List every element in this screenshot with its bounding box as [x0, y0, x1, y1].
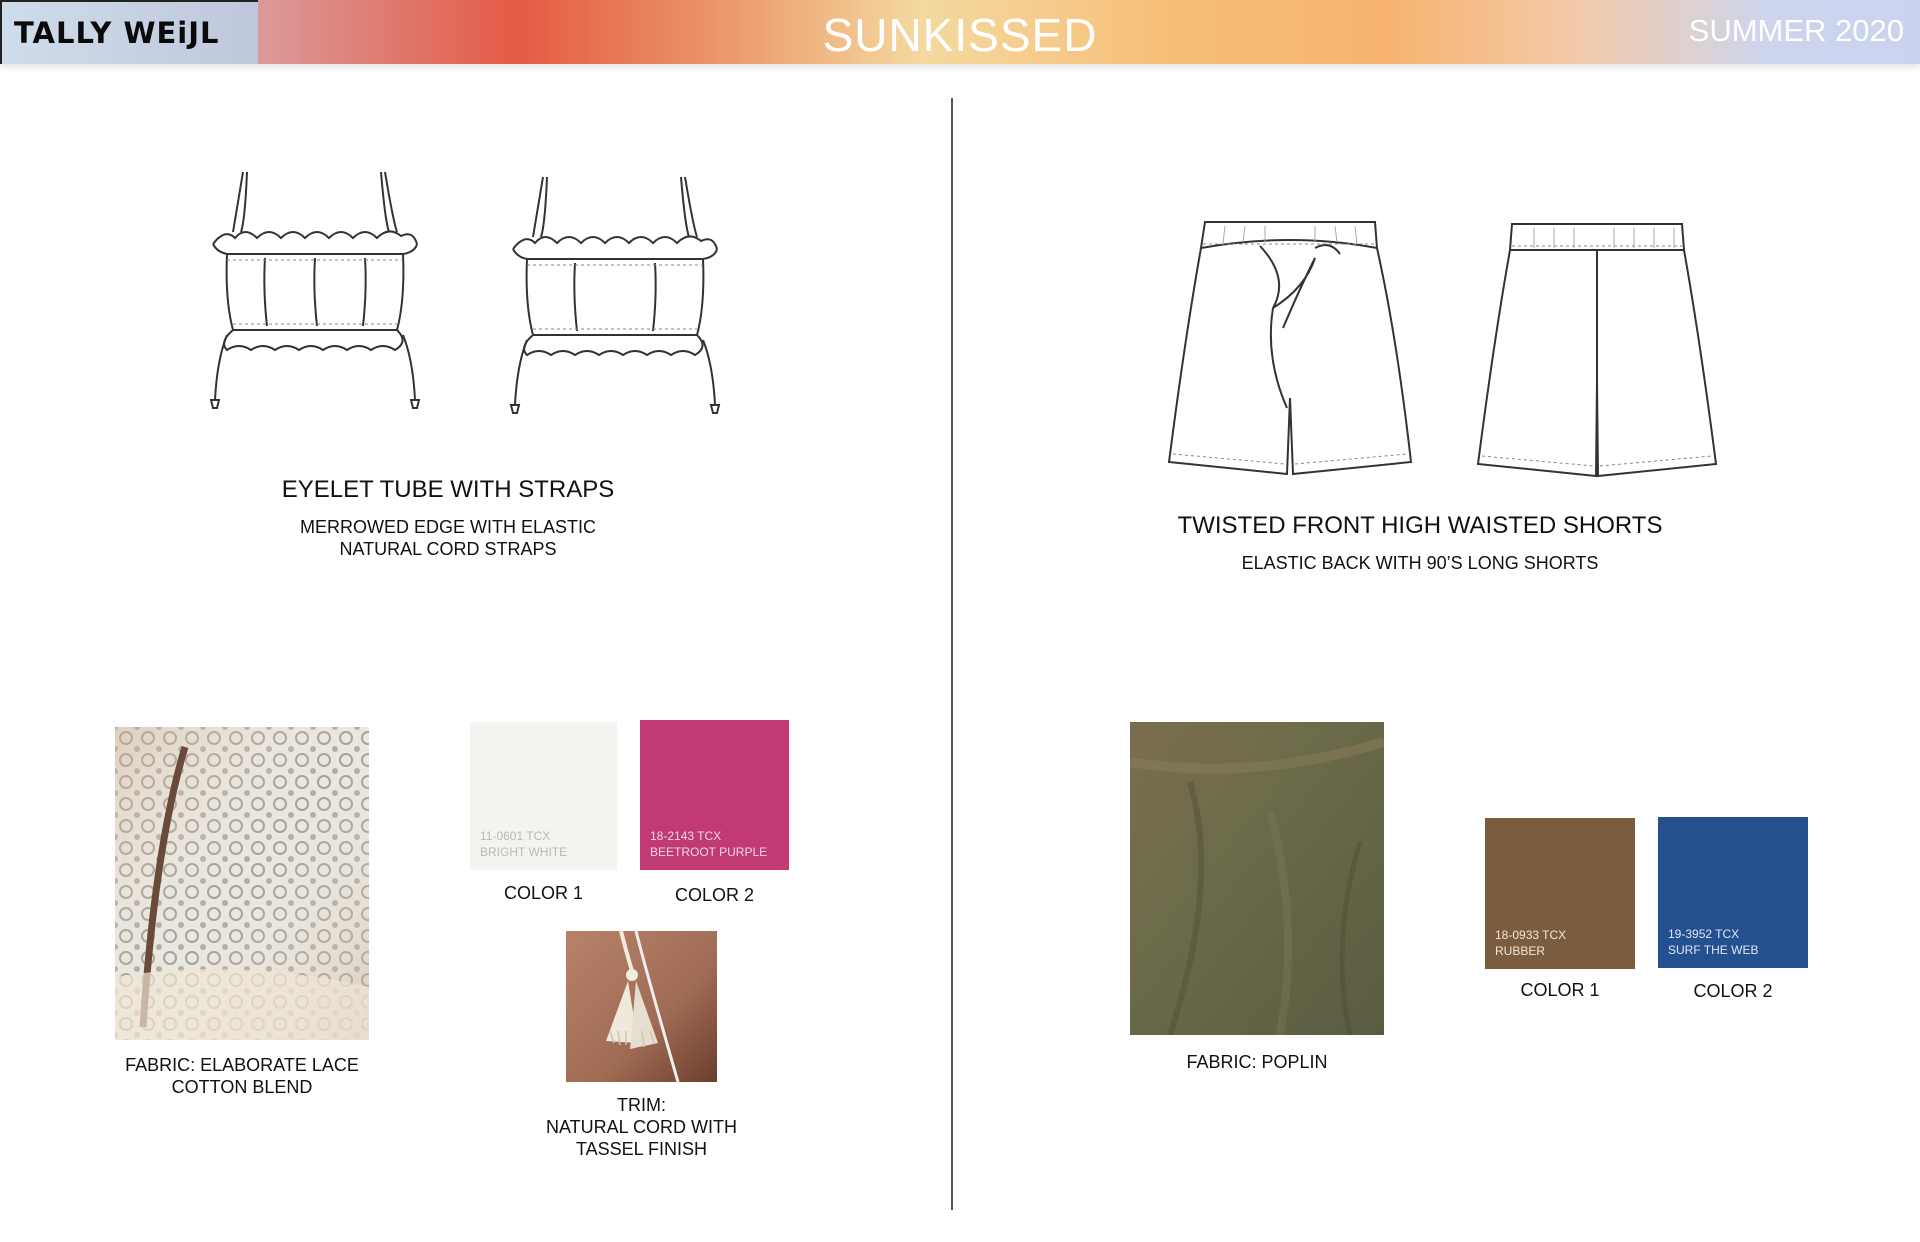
left-trim-caption: TRIM: NATURAL CORD WITH TASSEL FINISH	[546, 1095, 737, 1159]
left-fabric-caption: FABRIC: ELABORATE LACE COTTON BLEND	[125, 1055, 359, 1097]
header-banner	[0, 0, 1920, 64]
left-color-2-label: COLOR 2	[674, 885, 755, 905]
tassel-trim-photo	[566, 931, 717, 1082]
left-color-2-swatch: 18-2143 TCX BEETROOT PURPLE	[640, 720, 789, 870]
right-fabric-caption: FABRIC: POPLIN	[1186, 1052, 1328, 1072]
right-product-description: ELASTIC BACK WITH 90’S LONG SHORTS	[1241, 553, 1599, 573]
right-color-2-swatch: 19-3952 TCX SURF THE WEB	[1658, 817, 1808, 968]
shorts-back-sketch	[1474, 220, 1720, 482]
brand-logo: TALLY WEiJL	[0, 0, 258, 64]
right-color-2-label: COLOR 2	[1693, 981, 1773, 1001]
left-product-description: MERROWED EDGE WITH ELASTIC NATURAL CORD STRAPS	[299, 517, 596, 559]
lace-fabric-photo	[115, 727, 369, 1040]
left-color-1-label: COLOR 1	[503, 883, 584, 903]
shorts-front-sketch	[1165, 218, 1415, 480]
tube-top-back-sketch	[505, 165, 725, 420]
collection-title: SUNKISSED	[822, 9, 1098, 61]
poplin-fabric-photo	[1130, 722, 1384, 1035]
right-product-title: TWISTED FRONT HIGH WAISTED SHORTS	[1177, 512, 1663, 539]
right-color-1-swatch: 18-0933 TCX RUBBER	[1485, 818, 1635, 969]
left-color-1-swatch: 11-0601 TCX BRIGHT WHITE	[470, 722, 617, 870]
tube-top-front-sketch	[205, 160, 425, 415]
page-divider	[951, 98, 953, 1210]
left-product-title: EYELET TUBE WITH STRAPS	[281, 476, 615, 503]
season-label: SUMMER 2020	[1688, 13, 1904, 48]
right-color-1-label: COLOR 1	[1520, 980, 1600, 1000]
